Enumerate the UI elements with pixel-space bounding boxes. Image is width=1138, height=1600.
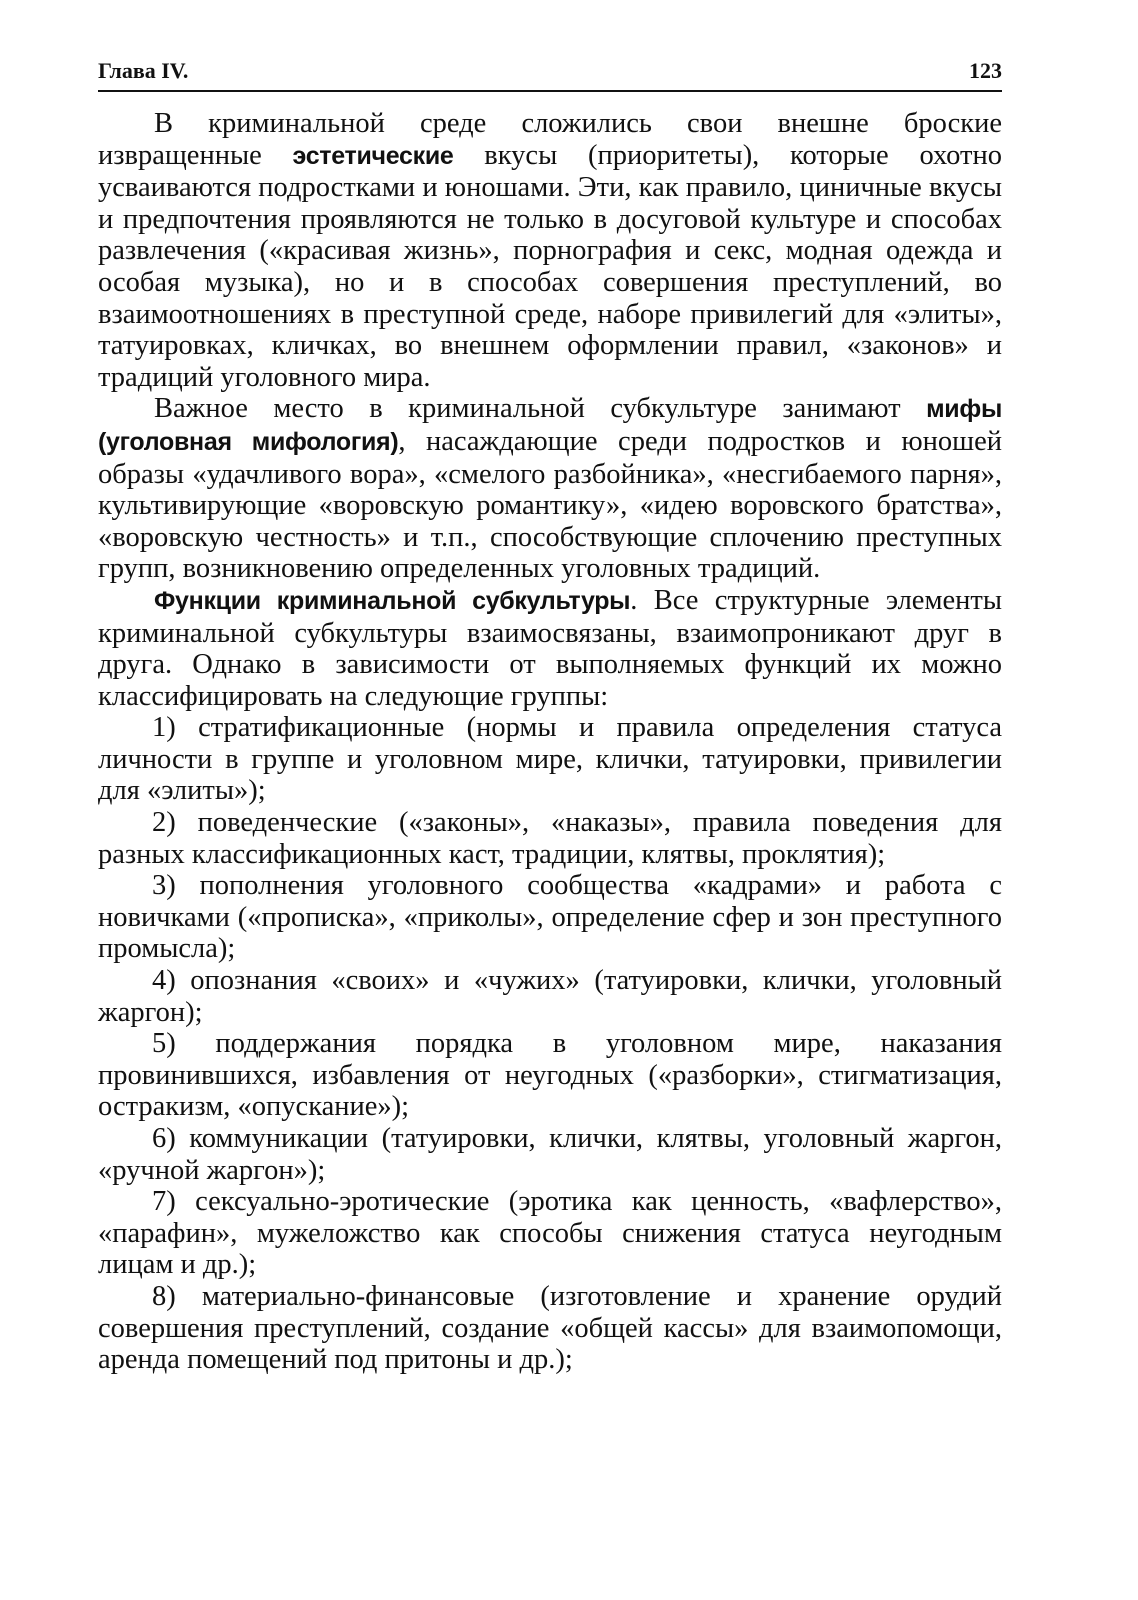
- running-header: [98, 58, 1002, 92]
- paragraph-myths: [98, 393, 1002, 585]
- list-item: 3) пополнения уголовного сообщества «кадрами» и работа с новичками («прописка», «приколы», определение сфер и зон преступного промысла);: [98, 870, 1002, 965]
- list-item: 4) опознания «своих» и «чужих» (татуировки, клички, уголовный жаргон);: [98, 965, 1002, 1028]
- paragraph-text: , насаждающие среди подростков и юношей образы «удачливого вора», «смелого разбойника», «несгибаемого парня», культивирующие «воровскую романтику», «идею воровского братства», «воровскую честность» и т.п., способствующие сплочению преступных групп, возникновению определенных уголовных традиций.: [98, 425, 1002, 585]
- book-page: [98, 58, 1002, 1376]
- list-item: 2) поведенческие («законы», «наказы», правила поведения для разных классификационных каст, традиции, клятвы, проклятия);: [98, 807, 1002, 870]
- page-number: 123: [969, 58, 1002, 83]
- bold-term: эстетические: [292, 141, 454, 170]
- body-text: [98, 108, 1002, 1376]
- paragraph-text: Важное место в криминальной субкультуре занимают: [154, 393, 927, 425]
- list-item: 1) стратификационные (нормы и правила определения статуса личности в группе и уголовном мире, клички, татуировки, привилегии для «элиты»);: [98, 712, 1002, 807]
- paragraph-text: В криминальной среде сложились свои внешне броские извращенные: [98, 108, 1002, 171]
- bold-term: Функции криминальной субкультуры: [154, 586, 631, 615]
- list-item: 8) материально-финансовые (изготовление и хранение орудий совершения преступлений, создание «общей кассы» для взаимопомощи, аренда помещений под притоны и др.);: [98, 1280, 1002, 1376]
- list-item: 7) сексуально-эротические (эротика как ценность, «вафлерство», «парафин», мужеложство как способы снижения статуса неугодным лицам и др.);: [98, 1186, 1002, 1281]
- paragraph-text: вкусы (приоритеты), которые охотно усваиваются подростками и юношами. Эти, как правило, циничные вкусы и предпочтения проявляются не только в досуговой культуре и способах развлечения («красивая жизнь», порнография и секс, модная одежда и особая музыка), но и в способах совершения преступлений, во взаимоотношениях в преступной среде, наборе привилегий для «элиты», татуировках, кличках, во внешнем оформлении правил, «законов» и традиций уголовного мира.: [98, 139, 1002, 393]
- list-item: 5) поддержания порядка в уголовном мире, наказания провинившихся, избавления от неугодных («разборки», стигматизация, остракизм, «опускание»);: [98, 1028, 1002, 1123]
- paragraph-text: . Все структурные элементы криминальной субкультуры взаимосвязаны, взаимопроникают друг в друга. Однако в зависимости от выполняемых функций их можно классифицировать на следующие группы:: [98, 584, 1002, 712]
- bold-term: мифы (уголовная мифология): [98, 395, 1002, 456]
- paragraph-aesthetic-tastes: [98, 108, 1002, 393]
- paragraph-functions: [98, 585, 1002, 712]
- chapter-label: Глава IV.: [98, 58, 189, 83]
- list-item: 6) коммуникации (татуировки, клички, клятвы, уголовный жаргон, «ручной жаргон»);: [98, 1123, 1002, 1186]
